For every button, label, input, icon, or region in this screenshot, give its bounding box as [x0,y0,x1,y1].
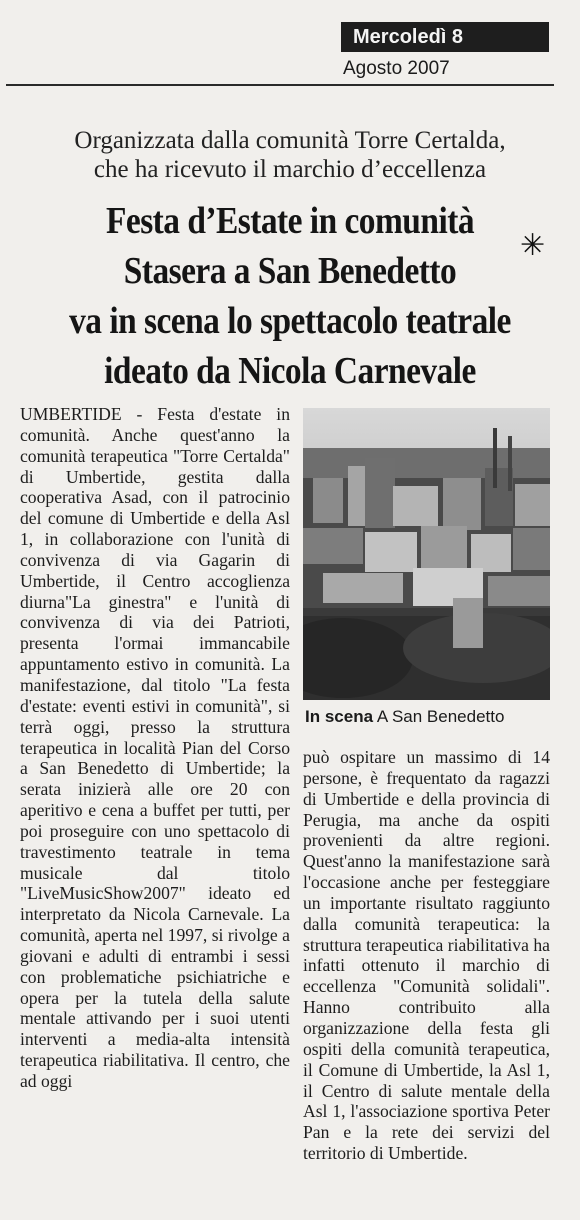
photo-caption-text: A San Benedetto [373,707,505,726]
asterisk-mark-icon: ✳ [520,228,546,263]
headline-line: Stasera a San Benedetto [123,250,457,292]
date-badge: Mercoledì 8 [341,22,549,52]
photo-caption [305,707,504,727]
article-photo [303,408,550,700]
kicker-line: che ha ricevuto il marchio d’eccellenza [93,156,487,183]
headline-line: Festa d’Estate in comunità [105,200,475,242]
body-column-left [20,404,290,1092]
kicker [0,126,580,184]
header-rule [6,84,554,86]
body-text-left: - Festa d'estate in comunità. Anche quest'anno la comunità terapeutica "Torre Certalda" di Umbertide, gestita dalla cooperativa Asad, con il patrocinio del comune di Umbertide e della Asl 1, in collaborazione con l'unità di convivenza di via Gagarin di Umbertide, il Centro accoglienza diurna"La ginestra" e l'unità di convivenza di via dei Patrioti, presenta l'ormai immancabile appuntamento estivo in comunità. La manifestazione, dal titolo "La festa d'estate: eventi estivi in comunità", si terrà oggi, presso la struttura terapeutica in località Pian del Corso a San Benedetto di Umbertide; la serata inizierà alle ore 20 con aperitivo e cena a buffet per tutti, per poi proseguire con uno spettacolo di travestimento teatrale in tema musicale dal titolo "LiveMusicShow2007" ideato ed interpretato da Nicola Carnevale. La comunità, aperta nel 1997, si rivolge a giovani e adulti di entrambi i sessi con problematiche psichiatriche e opera per la tutela della salute mentale attivando per i suoi utenti interventi a media-alta intensità terapeutica riabilitativa. Il centro, che ad oggi [20,404,290,1091]
photo-caption-bold: In scena [305,707,374,726]
headline [35,196,545,396]
kicker-line: Organizzata dalla comunità Torre Certalda, [74,127,506,154]
headline-line: ideato da Nicola Carnevale [104,350,476,392]
date-month-year: Agosto 2007 [343,58,450,79]
dateline: UMBERTIDE [20,404,122,424]
body-column-right: può ospitare un massimo di 14 persone, è frequentato da ragazzi di Umbertide e della provincia di Perugia, ma anche da ospiti provenienti da altre regioni. Quest'anno la manifestazione sarà l'occasione anche per festeggiare un importante risultato raggiunto dalla comunità terapeutica: la struttura terapeutica riabilitativa ha infatti ottenuto il marchio di eccellenza "Comunità solidali". Hanno contribuito alla organizzazione della festa gli ospiti della comunità terapeutica, il Comune di Umbertide, la Asl 1, il Centro di salute mentale della Asl 1, l'associazione sportiva Peter Pan e la rete dei servizi del territorio di Umbertide. [303,747,550,1164]
headline-line: va in scena lo spettacolo teatrale [69,300,511,342]
